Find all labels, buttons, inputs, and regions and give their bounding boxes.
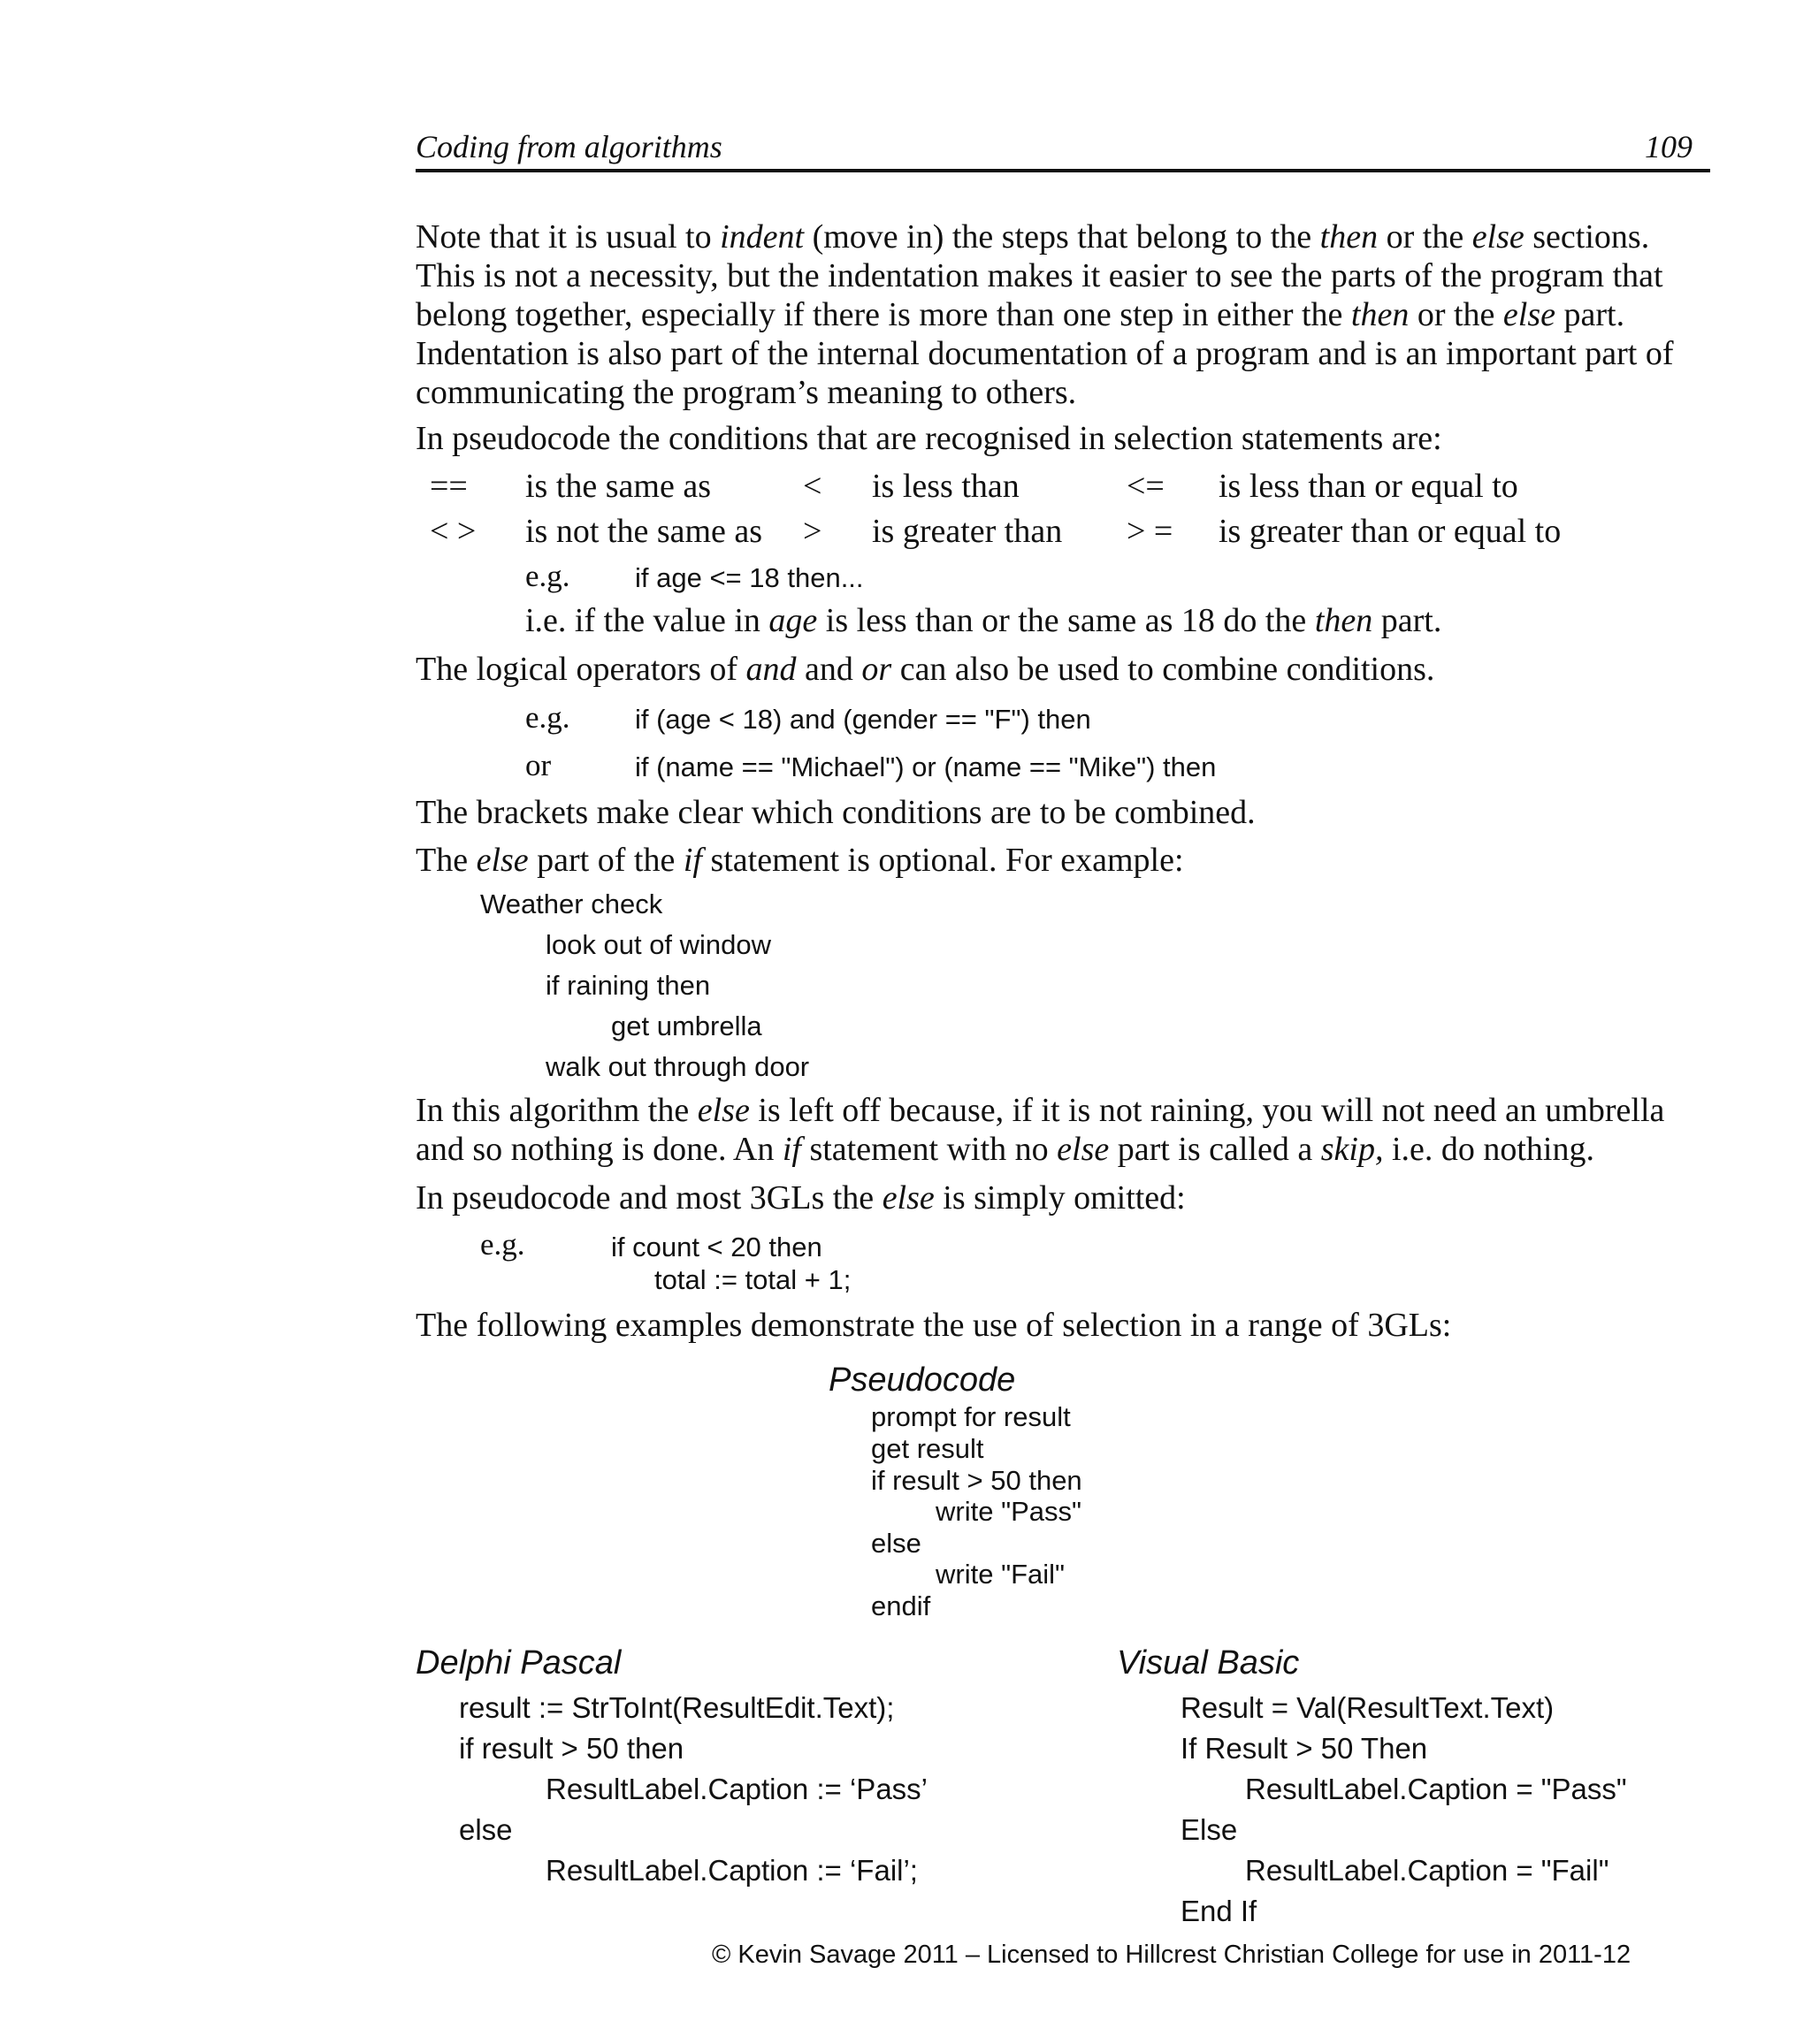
code-line: get result [871,1433,984,1464]
code-line: If Result > 50 Then [1181,1732,1428,1765]
paragraph-brackets: The brackets make clear which conditions are to be combined. [416,794,1256,831]
example-label: or [525,748,552,782]
operator-symbol: == [430,468,468,505]
code-line: write "Fail" [936,1559,1066,1590]
operator-symbol: > = [1127,513,1173,550]
para6-line2: and so nothing is done. An if statement with no else part is called a skip, i.e. do nothing. [416,1131,1594,1168]
example-label: e.g. [525,700,570,735]
operator-symbol: < [803,468,822,505]
operator-row [416,512,1707,553]
para6-line1: In this algorithm the else is left off because, if it is not raining, you will not need an umbrella [416,1092,1665,1129]
code-line: endif [871,1590,931,1621]
copyright-footer: © Kevin Savage 2011 – Licensed to Hillcrest Christian College for use in 2011-12 [712,1941,1631,1969]
delphi-heading: Delphi Pascal [416,1644,622,1682]
code-line: Result = Val(ResultText.Text) [1181,1691,1555,1724]
example-code: total := total + 1; [654,1264,852,1295]
pseudocode-heading: Pseudocode [829,1361,1016,1399]
page-number: 109 [1645,129,1693,164]
operator-symbol: < > [430,513,477,550]
code-line: if result > 50 then [459,1732,684,1765]
code-line: End If [1181,1895,1257,1927]
paragraph-examples-intro: The following examples demonstrate the use of selection in a range of 3GLs: [416,1307,1452,1344]
code-line: write "Pass" [936,1496,1081,1527]
page-header [416,128,1710,172]
operator-meaning: is less than [872,468,1020,505]
algorithm-step: walk out through door [546,1051,810,1082]
algorithm-step: look out of window [546,929,772,960]
para1-line4: Indentation is also part of the internal documentation of a program and is an important part of [416,335,1674,372]
code-line: else [459,1813,513,1846]
example-label: e.g. [480,1227,525,1262]
example-label: e.g. [525,559,570,593]
code-line: ResultLabel.Caption = "Fail" [1245,1854,1609,1887]
operator-meaning: is greater than or equal to [1219,513,1562,550]
example-explanation: i.e. if the value in age is less than or the same as 18 do the then part. [525,602,1442,639]
para1-line5: communicating the program’s meaning to others. [416,374,1077,411]
operator-meaning: is less than or equal to [1219,468,1518,505]
algorithm-title: Weather check [480,889,663,919]
algorithm-step: get umbrella [611,1011,762,1041]
para1-line3: belong together, especially if there is more than one step in either the then or the else part. [416,296,1625,333]
operator-symbol: > [803,513,822,550]
example-code: if count < 20 then [611,1232,822,1262]
code-line: if result > 50 then [871,1465,1082,1496]
code-line: else [871,1528,921,1559]
operator-meaning: is greater than [872,513,1063,550]
operator-symbol: <= [1127,468,1165,505]
code-line: ResultLabel.Caption := ‘Fail’; [546,1854,918,1887]
paragraph-conditions-intro: In pseudocode the conditions that are recognised in selection statements are: [416,420,1442,457]
paragraph-logical-operators: The logical operators of and and or can also be used to combine conditions. [416,651,1435,688]
algorithm-step: if raining then [546,970,711,1001]
operator-meaning: is the same as [525,468,712,505]
example-code: if (age < 18) and (gender == "F") then [635,704,1091,735]
paragraph-else-optional: The else part of the if statement is optional. For example: [416,842,1184,879]
example-code: if age <= 18 then... [635,562,864,593]
code-line: prompt for result [871,1401,1071,1432]
code-line: ResultLabel.Caption := ‘Pass’ [546,1773,928,1805]
para1-line1: Note that it is usual to indent (move in) the steps that belong to the then or the else sections. [416,218,1650,256]
code-line: Else [1181,1813,1238,1846]
code-line: ResultLabel.Caption = "Pass" [1245,1773,1627,1805]
code-line: result := StrToInt(ResultEdit.Text); [459,1691,895,1724]
paragraph-else-omitted: In pseudocode and most 3GLs the else is simply omitted: [416,1179,1186,1216]
vb-heading: Visual Basic [1117,1644,1300,1682]
para1-line2: This is not a necessity, but the indentation makes it easier to see the parts of the program that [416,257,1663,294]
chapter-title: Coding from algorithms [416,129,722,164]
example-code: if (name == "Michael") or (name == "Mike") then [635,751,1217,782]
operator-row [416,467,1707,507]
operator-meaning: is not the same as [525,513,763,550]
